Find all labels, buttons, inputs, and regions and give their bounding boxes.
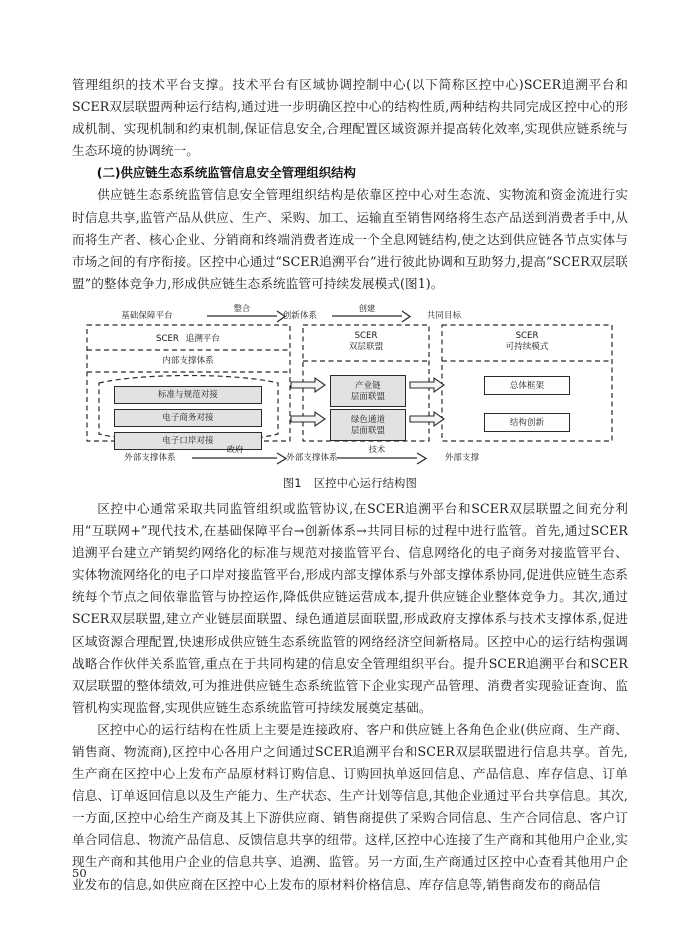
block-arrow-right-top xyxy=(410,378,444,392)
node-industry-chain-alliance[interactable] xyxy=(330,375,406,407)
paragraph-2: 供应链生态系统监管信息安全管理组织结构是依靠区控中心对生态流、实物流和资金流进行实时信息共享,监管产品从供应、生产、采购、加工、运输直至销售网络将生态产品送到消费者手中,从而将生产者、核心企业、分销商和终端消费者连成一个全息网链结构,使之达到供应链各节点实体与市场之间的有序衔接。区控中心通过“SCER追溯平台”进行彼此协调和互助努力,提高“SCER双层联盟”的整体竞争力,形成供应链生态系统监管可持续发展模式(图1)。 xyxy=(72,187,628,291)
diagram-canvas xyxy=(72,303,628,471)
node-structural-innovation[interactable]: 结构创新 xyxy=(484,413,570,432)
paragraph-3: 区控中心通常采取共同监管组织或监管协议,在SCER追溯平台和SCER双层联盟之间充分利用“互联网+”现代技术,在基础保障平台→创新体系→共同目标的过程中进行监管。首先,通过SCER追溯平台建立产销契约网络化的标准与规范对接监管平台、信息网络化的电子商务对接监管平台、实体物流网络化的电子口岸对接监管平台,形成内部支撑体系与外部支撑体系协同,促进供应链生态系统每个节点之间依靠监管与协控运作,降低供应链运营成本,提升供应链企业整体竞争力。其次,通过SCER双层联盟,建立产业链层面联盟、绿色通道层面联盟,形成政府支撑体系与技术支撑体系,促进区域资源合理配置,快速形成供应链生态系统监管的网络经济空间新格局。区控中心的运行结构强调战略合作伙伴关系监管,重点在于共同构建的信息安全管理组织平台。提升SCER追溯平台和SCER双层联盟的整体绩效,可为推进供应链生态系统监管下企业实现产品管理、消费者实现验证查询、监管机构实现监督,实现供应链生态系统监管可持续发展奠定基础。 xyxy=(72,500,628,715)
column-2-title-line1: SCER xyxy=(354,330,378,341)
top-label-left: 基础保障平台 xyxy=(121,309,173,320)
figure-1 xyxy=(72,303,628,491)
bottom-label-left: 外部支撑体系 xyxy=(124,451,176,462)
bottom-arrow-label-1: 政府 xyxy=(226,443,244,454)
column-3-title-line2: 可持续模式 xyxy=(505,342,549,353)
section-heading: (二)供应链生态系统监管信息安全管理组织结构 xyxy=(96,165,356,181)
top-arrow-label-2: 创建 xyxy=(358,302,376,313)
column-2-title-line2: 双层联盟 xyxy=(348,342,384,353)
node-ecommerce-docking[interactable]: 电子商务对接 xyxy=(114,409,262,427)
node-overall-framework[interactable]: 总体框架 xyxy=(484,376,570,395)
column-1-subtitle: 内部支撑体系 xyxy=(162,355,214,366)
column-3-title-line1: SCER xyxy=(515,330,539,341)
top-arrow-label-1: 整合 xyxy=(233,302,251,313)
column-1-title-line2: 追溯平台 xyxy=(185,333,220,344)
page-content xyxy=(72,74,628,896)
top-arrow-2-head xyxy=(402,311,410,322)
page-number: 50 xyxy=(72,866,87,880)
figure-caption-number: 图1 xyxy=(282,476,302,490)
bottom-label-right: 外部支撑 xyxy=(444,451,480,462)
column-1-title xyxy=(156,334,220,346)
node-industry-chain-alliance-line2: 层面联盟 xyxy=(350,390,386,401)
node-green-channel-alliance-line2: 层面联盟 xyxy=(350,424,386,435)
node-green-channel-alliance-line1: 绿色通道 xyxy=(350,413,386,424)
figure-caption-title: 区控中心运行结构图 xyxy=(313,476,418,490)
top-label-right: 共同目标 xyxy=(426,309,462,320)
top-label-middle: 创新体系 xyxy=(282,309,318,320)
block-arrow-left-bottom xyxy=(291,412,325,426)
column-3-title xyxy=(506,331,549,354)
column-1-title-line1: SCER xyxy=(156,333,179,344)
block-arrow-left-top xyxy=(291,378,325,392)
block-arrow-right-bottom xyxy=(410,412,444,426)
bottom-label-middle: 外部支撑体系 xyxy=(286,451,338,462)
paragraph-4: 区控中心的运行结构在性质上主要是连接政府、客户和供应链上各角色企业(供应商、生产商、销售商、物流商),区控中心各用户之间通过SCER追溯平台和SCER双层联盟进行信息共享。首先,生产商在区控中心上发布产品原材料订购信息、订购回执单返回信息、产品信息、库存信息、订单信息、订单返回信息以及生产能力、生产状态、生产计划等信息,其他企业通过平台共享信息。其次,一方面,区控中心给生产商及其上下游供应商、销售商提供了采购合同信息、生产合同信息、客户订单合同信息、物流产品信息、反馈信息共享的纽带。这样,区控中心连接了生产商和其他用户企业,实现生产商和其他用户企业的信息共享、追溯、监管。另一方面,生产商通过区控中心查看其他用户企业发布的信息,如供应商在区控中心上发布的原材料价格信息、库存信息等,销售商发布的商品信 xyxy=(72,721,628,892)
node-eport-docking[interactable]: 电子口岸对接 xyxy=(114,432,262,450)
bottom-arrow-label-2: 技术 xyxy=(368,443,386,454)
paragraph-1: 管理组织的技术平台支撑。技术平台有区域协调控制中心(以下简称区控中心)SCER追溯平台和SCER双层联盟两种运行结构,通过进一步明确区控中心的结构性质,两种结构共同完成区控中心的形成机制、实现机制和约束机制,保证信息安全,合理配置区域资源并提高转化效率,实现供应链系统与生态环境的协调统一。 xyxy=(72,77,628,159)
node-green-channel-alliance[interactable] xyxy=(330,409,406,441)
bottom-arrow-1-head xyxy=(277,453,286,464)
node-industry-chain-alliance-line1: 产业链 xyxy=(355,379,381,390)
figure-caption xyxy=(72,475,628,491)
column-2-title xyxy=(349,331,383,354)
node-standard-norm-docking[interactable]: 标准与规范对接 xyxy=(114,386,262,404)
bottom-arrow-2-head xyxy=(417,453,426,464)
